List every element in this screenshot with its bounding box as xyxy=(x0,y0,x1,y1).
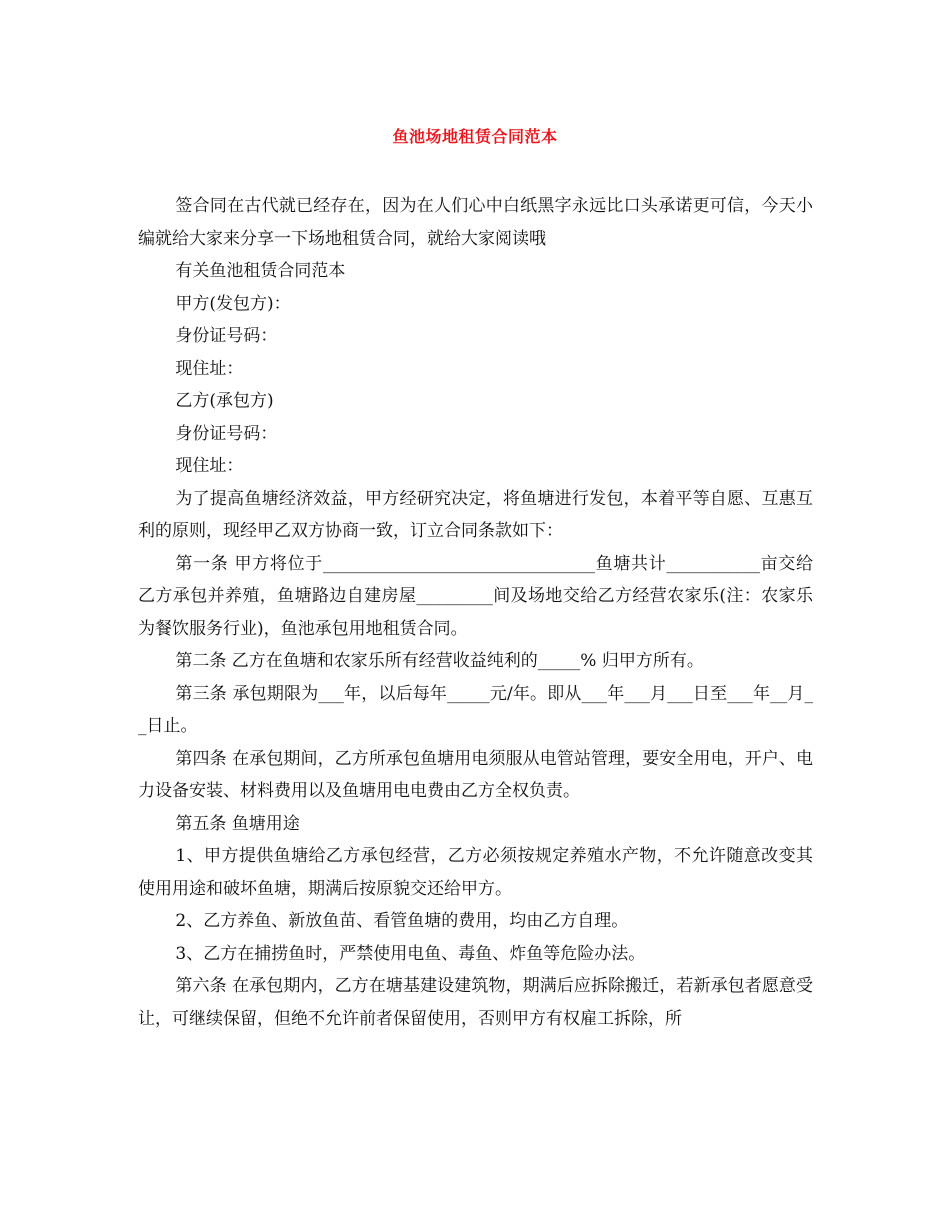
article-3: 第三条 承包期限为___年，以后每年_____元/年。即从___年___月___日至___年__月__日止。 xyxy=(138,683,813,736)
article-1: 第一条 甲方将位于________________________________鱼塘共计___________亩交给乙方承包并养殖，鱼塘路边自建房屋_________间及场地交给乙方经营农家乐(注：农家乐为餐饮服务行业)，鱼池承包用地租赁合同。 xyxy=(138,553,813,639)
party-b-address-label: 现住址： xyxy=(175,456,244,476)
intro-paragraph: 签合同在古代就已经存在，因为在人们心中白纸黑字永远比口头承诺更可信，今天小编就给大家来分享一下场地租赁合同，就给大家阅读哦 xyxy=(138,196,813,249)
article-4: 第四条 在承包期间，乙方所承包鱼塘用电须服从电管站管理，要安全用电，开户、电力设备安装、材料费用以及鱼塘用电电费由乙方全权负责。 xyxy=(138,748,813,801)
party-a-label: 甲方(发包方)： xyxy=(175,293,291,314)
party-b-id-label: 身份证号码： xyxy=(175,423,278,444)
article-2: 第二条 乙方在鱼塘和农家乐所有经营收益纯利的_____% 归甲方所有。 xyxy=(175,651,704,671)
document-title: 鱼池场地租赁合同范本 xyxy=(392,127,558,146)
section-heading: 有关鱼池租赁合同范本 xyxy=(175,261,346,281)
document-body xyxy=(138,190,813,1035)
party-a-id-label: 身份证号码： xyxy=(175,326,278,346)
article-5-clause-3: 3、乙方在捕捞鱼时，严禁使用电鱼、毒鱼、炸鱼等危险办法。 xyxy=(175,943,646,964)
article-5-clause-2: 2、乙方养鱼、新放鱼苗、看管鱼塘的费用，均由乙方自理。 xyxy=(175,911,629,931)
article-5-clause-1: 1、甲方提供鱼塘给乙方承包经营，乙方必须按规定养殖水产物，不允许随意改变其使用用途和破坏鱼塘，期满后按原貌交还给甲方。 xyxy=(138,846,813,899)
party-b-label: 乙方(承包方) xyxy=(175,391,274,411)
party-a-address-label: 现住址： xyxy=(175,358,244,379)
preamble-paragraph: 为了提高鱼塘经济效益，甲方经研究决定，将鱼塘进行发包，本着平等自愿、互惠互利的原则，现经甲乙双方协商一致，订立合同条款如下： xyxy=(138,488,813,541)
article-5: 第五条 鱼塘用途 xyxy=(175,813,300,834)
article-6: 第六条 在承包期内，乙方在塘基建设建筑物，期满后应拆除搬迁，若新承包者愿意受让，可继续保留，但绝不允许前者保留使用，否则甲方有权雇工拆除，所 xyxy=(138,976,813,1029)
